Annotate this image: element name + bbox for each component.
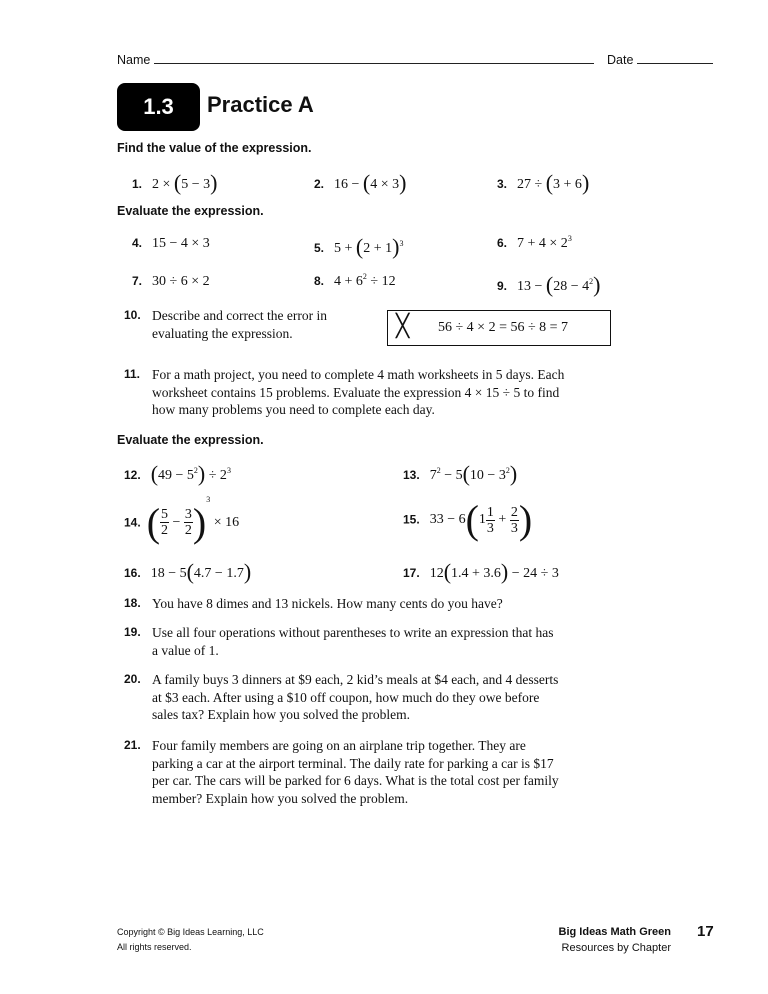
problem-expression: 12(1.4 + 3.6) − 24 ÷ 3	[429, 559, 559, 584]
name-line[interactable]	[154, 53, 594, 64]
problem-number: 11.	[124, 367, 141, 381]
problem-expression: 2 × (5 − 3)	[152, 170, 218, 195]
problem-8	[314, 272, 396, 290]
problem-text-line: worksheet contains 15 problems. Evaluate the expression 4 × 15 ÷ 5 to find	[152, 384, 560, 400]
problem-text-line: Four family members are going on an airplane trip together. They are	[152, 738, 526, 753]
footer-rights: All rights reserved.	[117, 942, 192, 952]
problem-text-line: evaluating the expression.	[152, 325, 293, 341]
section-heading-find: Find the value of the expression.	[117, 141, 312, 155]
problem-expression: 18 − 5(4.7 − 1.7)	[150, 559, 252, 584]
problem-number: 18.	[124, 596, 141, 610]
problem-expression: $7 + 4 \times 2^3$	[517, 234, 572, 251]
problem-text-line: parking a car at the airport terminal. The daily rate for parking a car is $17	[152, 755, 554, 771]
problem-text-line: per car. The cars will be parked for 6 days. What is the total cost per family	[152, 773, 559, 788]
error-x-icon: ╳	[396, 314, 410, 339]
problem-3	[497, 170, 589, 196]
problem-14	[124, 495, 240, 545]
footer-book-title: Big Ideas Math Green	[558, 926, 671, 938]
problem-number: 19.	[124, 625, 141, 639]
problem-2	[314, 170, 406, 196]
problem-number: 6.	[497, 236, 508, 250]
problem-9	[497, 272, 600, 298]
problem-text-line: For a math project, you need to complete 4 math worksheets in 5 days. Each	[152, 367, 565, 382]
problem-expression: $7^2 - 5(10 - 3^2)$	[429, 461, 518, 486]
problem-expression: $5 + (2 + 1)^3$	[334, 234, 404, 259]
page-title: Practice A	[207, 92, 314, 117]
problem-12	[124, 461, 231, 487]
problem-number: 10.	[124, 308, 141, 322]
date-line[interactable]	[637, 53, 713, 64]
problem-text-line: a value of 1.	[152, 642, 219, 658]
problem-expression: 16 − (4 × 3)	[334, 170, 407, 195]
problem-number: 9.	[497, 279, 508, 293]
page-number: 17	[697, 923, 714, 940]
footer-copyright-block	[117, 925, 264, 955]
lesson-badge: 1.3	[117, 83, 200, 131]
problem-number: 14.	[124, 515, 141, 530]
problem-17	[403, 559, 559, 585]
problem-number: 13.	[403, 468, 420, 482]
problem-number: 1.	[132, 177, 143, 191]
problem-number: 12.	[124, 468, 141, 482]
date-label: Date	[607, 53, 634, 67]
section-heading-evaluate-2: Evaluate the expression.	[117, 433, 264, 447]
problem-expression: $4 + 6^2 \div 12$	[334, 272, 396, 289]
problem-expression: 27 ÷ (3 + 6)	[517, 170, 590, 195]
footer-book-block	[520, 924, 671, 956]
footer-resources: Resources by Chapter	[561, 942, 671, 954]
problem-expression: $(49 - 5^2) \div 2^3$	[150, 461, 231, 486]
problem-number: 16.	[124, 566, 141, 580]
footer-copyright: Copyright © Big Ideas Learning, LLC	[117, 927, 264, 937]
problem-expression: 33 − 6(1 $\frac{1}{3}$ + $\frac{2}{3}$ )	[429, 497, 533, 542]
error-work: 56 ÷ 4 × 2 = 56 ÷ 8 = 7	[438, 320, 569, 335]
problem-expression: $13 - (28 - 4^2)$	[517, 272, 601, 297]
problem-1	[132, 170, 217, 196]
problem-number: 3.	[497, 177, 508, 191]
problem-7	[132, 272, 210, 290]
problem-number: 20.	[124, 672, 141, 686]
date-field[interactable]	[607, 53, 713, 67]
problem-text-line: sales tax? Explain how you solved the problem.	[152, 707, 410, 722]
problem-text-line: You have 8 dimes and 13 nickels. How many cents do you have?	[152, 596, 503, 611]
problem-text-line: how many problems you need to complete each day.	[152, 402, 435, 417]
section-heading-evaluate: Evaluate the expression.	[117, 204, 264, 218]
problem-number: 21.	[124, 738, 141, 752]
problem-expression: 30 ÷ 6 × 2	[152, 274, 210, 289]
problem-number: 2.	[314, 177, 325, 191]
problem-6	[497, 234, 572, 252]
problem-4	[132, 234, 210, 252]
problem-number: 8.	[314, 274, 325, 288]
problem-13	[403, 461, 517, 487]
problem-number: 5.	[314, 241, 325, 255]
problem-number: 15.	[403, 512, 420, 527]
problem-text-line: member? Explain how you solved the problem.	[152, 790, 409, 806]
problem-15	[403, 497, 533, 542]
problem-text-line: Describe and correct the error in	[152, 308, 328, 323]
problem-number: 7.	[132, 274, 143, 288]
problem-number: 4.	[132, 236, 143, 250]
name-label: Name	[117, 53, 151, 67]
problem-expression: ( $\frac{5}{2}$ − $\frac{3}{2}$ )$^3$ × 16	[146, 495, 240, 545]
problem-text-line: A family buys 3 dinners at $9 each, 2 kid’s meals at $4 each, and 4 desserts	[152, 672, 559, 687]
problem-number: 17.	[403, 566, 420, 580]
error-box	[387, 310, 611, 346]
problem-text-line: Use all four operations without parentheses to write an expression that has	[152, 625, 554, 640]
problem-16	[124, 559, 251, 585]
name-field[interactable]	[117, 53, 594, 67]
problem-expression: 15 − 4 × 3	[152, 236, 210, 251]
problem-text-line: at $3 each. After using a $10 off coupon, how much do they owe before	[152, 689, 540, 705]
problem-5	[314, 234, 403, 260]
